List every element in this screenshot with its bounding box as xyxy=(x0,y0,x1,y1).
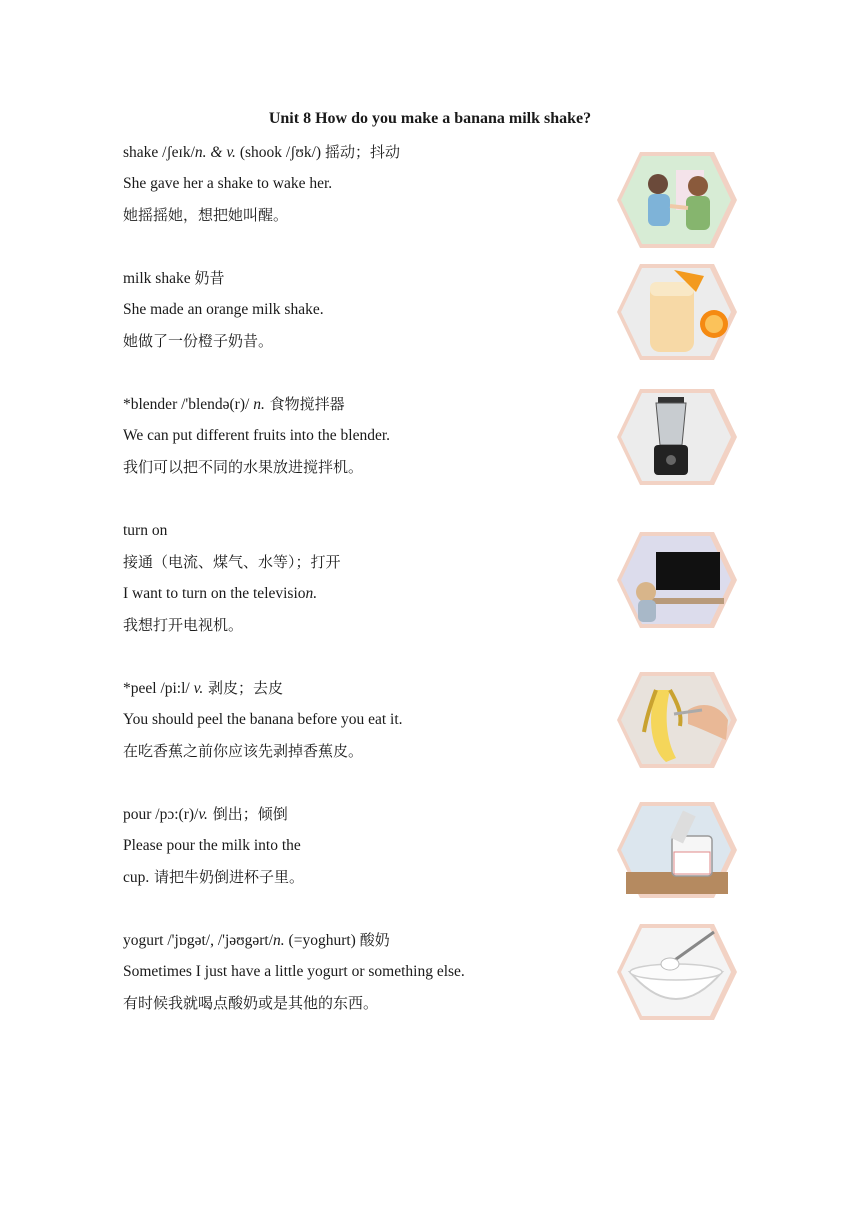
blender-icon xyxy=(616,387,738,487)
example-chinese: 有时候我就喝点酸奶或是其他的东西。 xyxy=(123,994,379,1012)
headword: shake /ʃeɪk/ xyxy=(123,144,195,161)
headword-line: turn on xyxy=(123,522,168,539)
headword: milk shake xyxy=(123,270,195,287)
peeled-banana-icon xyxy=(616,670,738,770)
part-of-speech: n. xyxy=(253,396,265,413)
headword-extra: (shook /ʃʊk/) xyxy=(235,144,325,161)
headword-line xyxy=(123,930,390,951)
headword-line xyxy=(123,142,400,163)
example-english: She made an orange milk shake. xyxy=(123,301,324,318)
headword-extra: (=yoghurt) xyxy=(284,932,360,949)
example-english: We can put different fruits into the blender. xyxy=(123,427,391,444)
part-of-speech: v. xyxy=(198,806,208,823)
headword-meaning: 剥皮；去皮 xyxy=(203,679,283,697)
pouring-milk-icon xyxy=(616,800,738,900)
orange-milkshake-icon xyxy=(616,262,738,362)
example-chinese: 在吃香蕉之前你应该先剥掉香蕉皮。 xyxy=(123,742,364,760)
headword-meaning: 奶昔 xyxy=(194,269,225,287)
headword-meaning: 接通（电流、煤气、水等）；打开 xyxy=(123,553,341,571)
example-text-italic: n. xyxy=(305,585,318,602)
yogurt-bowl-icon xyxy=(616,922,738,1022)
headword-meaning: 食物搅拌器 xyxy=(264,395,345,413)
part-of-speech: n. & v. xyxy=(194,144,236,161)
example-english: Please pour the milk into the xyxy=(123,837,301,854)
girls-shaking-icon xyxy=(616,150,738,250)
headword-meaning: 摇动；抖动 xyxy=(324,143,400,161)
television-icon xyxy=(616,530,738,630)
example-text: I want to turn on the televisio xyxy=(123,585,306,602)
example-english xyxy=(123,584,317,604)
example-english: She gave her a shake to wake her. xyxy=(123,175,333,192)
headword: pour /pɔ:(r)/ xyxy=(123,806,199,823)
headword-meaning: 酸奶 xyxy=(359,931,390,949)
page-title: Unit 8 How do you make a banana milk shake? xyxy=(268,110,592,127)
part-of-speech: v. xyxy=(193,680,204,697)
example-chinese: 请把牛奶倒进杯子里。 xyxy=(149,868,305,886)
example-chinese: 我们可以把不同的水果放进搅拌机。 xyxy=(123,458,364,476)
example-english: You should peel the banana before you eat it. xyxy=(123,711,403,728)
example-text: cup. xyxy=(123,869,150,886)
headword: *peel /pi:l/ xyxy=(123,680,194,697)
example-chinese: 我想打开电视机。 xyxy=(123,616,244,634)
part-of-speech: n. xyxy=(273,932,285,949)
headword-meaning: 倒出；倾倒 xyxy=(207,805,288,823)
headword-line xyxy=(123,268,224,289)
example-chinese: 她做了一份橙子奶昔。 xyxy=(123,332,274,350)
example-chinese: 她摇摇她，想把她叫醒。 xyxy=(123,206,289,224)
headword-line xyxy=(123,394,345,415)
example-english: Sometimes I just have a little yogurt or something else. xyxy=(123,963,465,980)
headword-line xyxy=(123,804,288,825)
headword-line xyxy=(123,678,283,699)
example-english-continued xyxy=(123,867,304,888)
headword: *blender /'blendə(r)/ xyxy=(123,396,254,413)
headword: yogurt /'jɒgət/, /'jəʊgərt/ xyxy=(123,932,274,949)
